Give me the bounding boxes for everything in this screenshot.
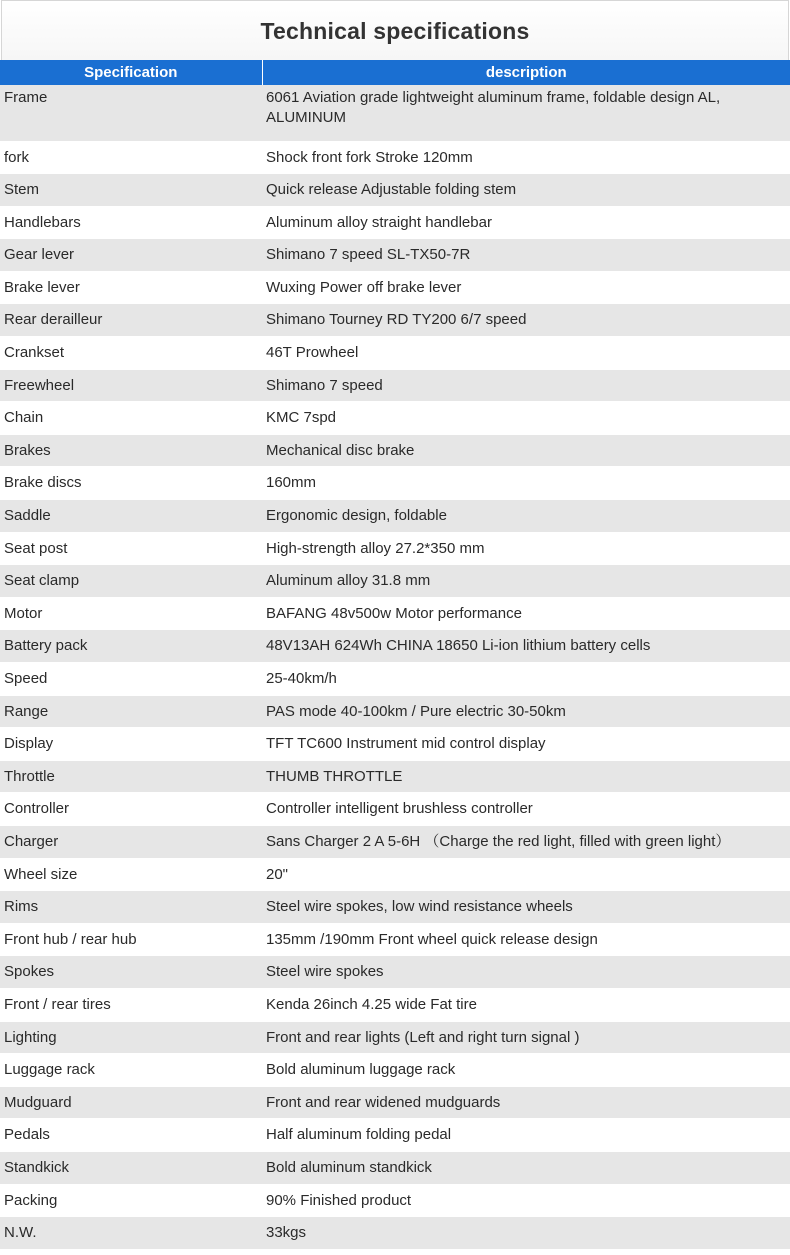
spec-description-cell: Shimano 7 speed SL-TX50-7R bbox=[262, 239, 790, 272]
spec-description-cell: Ergonomic design, foldable bbox=[262, 500, 790, 533]
spec-description-cell: 90% Finished product bbox=[262, 1184, 790, 1217]
spec-description-cell: Shimano Tourney RD TY200 6/7 speed bbox=[262, 304, 790, 337]
spec-description-cell: Wuxing Power off brake lever bbox=[262, 271, 790, 304]
table-row bbox=[0, 174, 790, 207]
spec-name-cell: Wheel size bbox=[0, 858, 262, 891]
table-row bbox=[0, 1021, 790, 1054]
table-row bbox=[0, 825, 790, 858]
table-row bbox=[0, 1184, 790, 1217]
table-row bbox=[0, 337, 790, 370]
spec-description-cell: Shock front fork Stroke 120mm bbox=[262, 141, 790, 174]
table-row bbox=[0, 956, 790, 989]
spec-name-cell: Freewheel bbox=[0, 369, 262, 402]
spec-name-cell: Brake lever bbox=[0, 271, 262, 304]
spec-description-cell: Sans Charger 2 A 5-6H （Charge the red light, filled with green light） bbox=[262, 825, 790, 858]
spec-name-cell: Range bbox=[0, 695, 262, 728]
table-header-row bbox=[0, 60, 790, 85]
spec-description-cell: Bold aluminum standkick bbox=[262, 1151, 790, 1184]
table-row bbox=[0, 891, 790, 924]
spec-name-cell: Lighting bbox=[0, 1021, 262, 1054]
spec-name-cell: Controller bbox=[0, 793, 262, 826]
spec-description-cell: Controller intelligent brushless controller bbox=[262, 793, 790, 826]
spec-description-cell: 6061 Aviation grade lightweight aluminum frame, foldable design AL, ALUMINUM bbox=[262, 85, 790, 141]
spec-description-cell: Steel wire spokes, low wind resistance wheels bbox=[262, 891, 790, 924]
spec-description-cell: Bold aluminum luggage rack bbox=[262, 1054, 790, 1087]
table-row bbox=[0, 728, 790, 761]
table-row bbox=[0, 532, 790, 565]
spec-name-cell: Throttle bbox=[0, 760, 262, 793]
table-row bbox=[0, 1217, 790, 1250]
table-row bbox=[0, 239, 790, 272]
table-row bbox=[0, 434, 790, 467]
spec-name-cell: Pedals bbox=[0, 1119, 262, 1152]
spec-name-cell: Front / rear tires bbox=[0, 988, 262, 1021]
table-row bbox=[0, 85, 790, 141]
spec-description-cell: THUMB THROTTLE bbox=[262, 760, 790, 793]
spec-name-cell: Brake discs bbox=[0, 467, 262, 500]
spec-name-cell: Seat clamp bbox=[0, 565, 262, 598]
spec-description-cell: Aluminum alloy 31.8 mm bbox=[262, 565, 790, 598]
table-row bbox=[0, 500, 790, 533]
spec-description-cell: Steel wire spokes bbox=[262, 956, 790, 989]
table-row bbox=[0, 467, 790, 500]
table-row bbox=[0, 695, 790, 728]
table-row bbox=[0, 760, 790, 793]
spec-name-cell: Mudguard bbox=[0, 1086, 262, 1119]
table-row bbox=[0, 1151, 790, 1184]
spec-description-cell: 33kgs bbox=[262, 1217, 790, 1250]
table-row bbox=[0, 858, 790, 891]
table-row bbox=[0, 1054, 790, 1087]
table-row bbox=[0, 663, 790, 696]
spec-description-cell: 46T Prowheel bbox=[262, 337, 790, 370]
spec-description-cell: Front and rear widened mudguards bbox=[262, 1086, 790, 1119]
spec-description-cell: BAFANG 48v500w Motor performance bbox=[262, 597, 790, 630]
table-row bbox=[0, 304, 790, 337]
table-row bbox=[0, 141, 790, 174]
spec-name-cell: Speed bbox=[0, 663, 262, 696]
table-row bbox=[0, 630, 790, 663]
spec-description-cell: High-strength alloy 27.2*350 mm bbox=[262, 532, 790, 565]
spec-name-cell: Frame bbox=[0, 85, 262, 141]
spec-description-cell: Quick release Adjustable folding stem bbox=[262, 174, 790, 207]
table-row bbox=[0, 565, 790, 598]
table-row bbox=[0, 1086, 790, 1119]
spec-table-body bbox=[0, 85, 790, 1249]
spec-name-cell: Motor bbox=[0, 597, 262, 630]
spec-description-cell: 20" bbox=[262, 858, 790, 891]
spec-description-cell: Mechanical disc brake bbox=[262, 434, 790, 467]
spec-table bbox=[0, 60, 790, 1250]
title-bar bbox=[1, 0, 789, 60]
spec-description-cell: Kenda 26inch 4.25 wide Fat tire bbox=[262, 988, 790, 1021]
spec-name-cell: Handlebars bbox=[0, 206, 262, 239]
spec-name-cell: Seat post bbox=[0, 532, 262, 565]
spec-name-cell: Stem bbox=[0, 174, 262, 207]
spec-name-cell: Packing bbox=[0, 1184, 262, 1217]
spec-name-cell: Standkick bbox=[0, 1151, 262, 1184]
spec-name-cell: Brakes bbox=[0, 434, 262, 467]
table-row bbox=[0, 923, 790, 956]
header-description: description bbox=[262, 60, 790, 85]
table-row bbox=[0, 597, 790, 630]
table-row bbox=[0, 1119, 790, 1152]
spec-description-cell: KMC 7spd bbox=[262, 402, 790, 435]
spec-description-cell: Half aluminum folding pedal bbox=[262, 1119, 790, 1152]
spec-description-cell: Aluminum alloy straight handlebar bbox=[262, 206, 790, 239]
spec-name-cell: Battery pack bbox=[0, 630, 262, 663]
spec-description-cell: Front and rear lights (Left and right turn signal ) bbox=[262, 1021, 790, 1054]
spec-description-cell: 48V13AH 624Wh CHINA 18650 Li-ion lithium battery cells bbox=[262, 630, 790, 663]
table-row bbox=[0, 369, 790, 402]
table-row bbox=[0, 271, 790, 304]
spec-description-cell: 160mm bbox=[262, 467, 790, 500]
spec-description-cell: 135mm /190mm Front wheel quick release design bbox=[262, 923, 790, 956]
spec-description-cell: PAS mode 40-100km / Pure electric 30-50km bbox=[262, 695, 790, 728]
table-row bbox=[0, 206, 790, 239]
spec-name-cell: Chain bbox=[0, 402, 262, 435]
spec-name-cell: N.W. bbox=[0, 1217, 262, 1250]
header-specification: Specification bbox=[0, 60, 262, 85]
spec-name-cell: Crankset bbox=[0, 337, 262, 370]
spec-name-cell: Front hub / rear hub bbox=[0, 923, 262, 956]
spec-description-cell: Shimano 7 speed bbox=[262, 369, 790, 402]
table-row bbox=[0, 988, 790, 1021]
spec-description-cell: TFT TC600 Instrument mid control display bbox=[262, 728, 790, 761]
table-row bbox=[0, 402, 790, 435]
spec-name-cell: Spokes bbox=[0, 956, 262, 989]
spec-name-cell: Saddle bbox=[0, 500, 262, 533]
spec-name-cell: fork bbox=[0, 141, 262, 174]
spec-name-cell: Display bbox=[0, 728, 262, 761]
table-row bbox=[0, 793, 790, 826]
spec-description-cell: 25-40km/h bbox=[262, 663, 790, 696]
spec-name-cell: Rear derailleur bbox=[0, 304, 262, 337]
page-title: Technical specifications bbox=[260, 18, 530, 44]
spec-name-cell: Charger bbox=[0, 825, 262, 858]
spec-name-cell: Rims bbox=[0, 891, 262, 924]
spec-name-cell: Gear lever bbox=[0, 239, 262, 272]
spec-name-cell: Luggage rack bbox=[0, 1054, 262, 1087]
